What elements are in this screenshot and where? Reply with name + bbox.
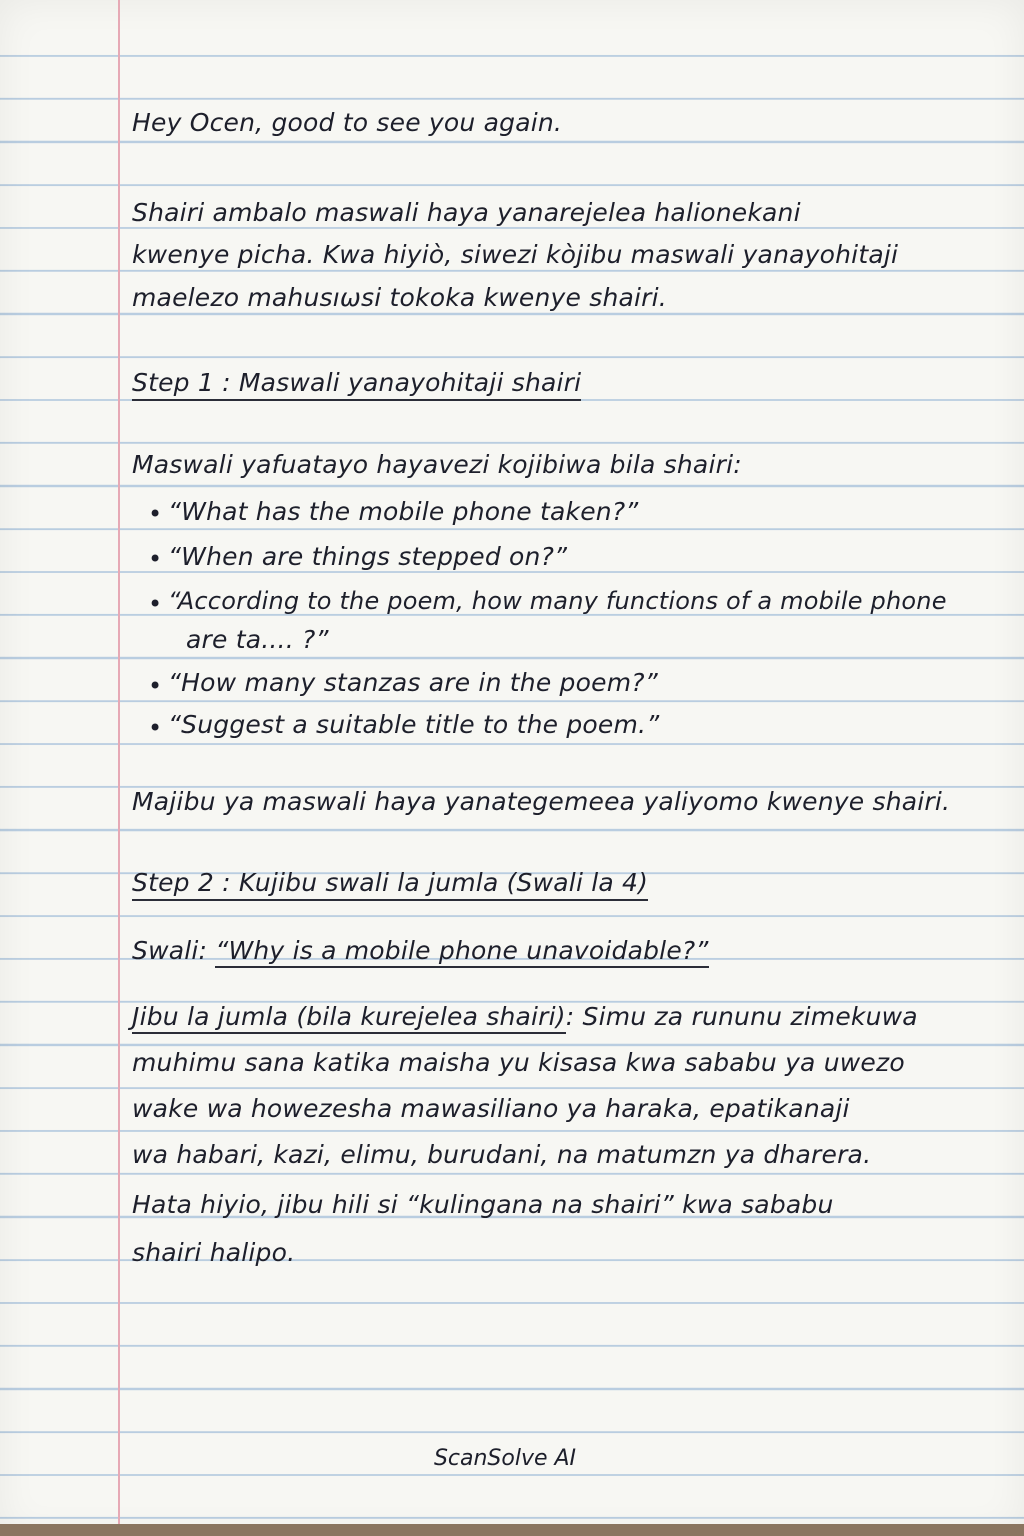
step2-heading: Step 2 : Kujibu swali la jumla (Swali la 4) (132, 868, 648, 901)
answer-line-3: wake wa howezesha mawasiliano ya haraka, epatikanaji (132, 1094, 850, 1123)
bullet-item: “Suggest a suitable title to the poem.” (168, 710, 660, 739)
bullet-item: “How many stanzas are in the poem?” (168, 668, 658, 697)
table-surface (0, 1524, 1024, 1536)
bullet-item-continued: are ta.... ?” (186, 625, 329, 654)
bullet-dot: • (148, 545, 163, 573)
bullet-item: “What has the mobile phone taken?” (168, 497, 639, 526)
bullet-item: “According to the poem, how many functions of a mobile phone (168, 587, 947, 615)
answer-text: : Simu za rununu zimekuwa (565, 1002, 918, 1031)
bullet-dot: • (148, 672, 163, 700)
note-line-2: shairi halipo. (132, 1238, 296, 1267)
step1-heading: Step 1 : Maswali yanayohitaji shairi (132, 368, 581, 401)
bullet-dot: • (148, 590, 163, 618)
bullet-item: “When are things stepped on?” (168, 542, 568, 571)
footer-brand: ScanSolve AI (433, 1446, 577, 1471)
note-line-1: Hata hiyio, jibu hili si “kulingana na shairi” kwa sababu (132, 1190, 834, 1219)
bullet-dot: • (148, 714, 163, 742)
intro-line-3: maelezo mahusıωsi tokoka kwenye shairi. (132, 283, 667, 312)
question-label: Swali: (132, 936, 208, 965)
intro-line-1: Shairi ambalo maswali haya yanarejelea halionekani (132, 198, 801, 227)
step1-lead: Maswali yafuatayo hayavezi kojibiwa bila shairi: (132, 450, 742, 479)
bullet-dot: • (148, 500, 163, 528)
step1-conclusion: Majibu ya maswali haya yanategemeea yaliyomo kwenye shairi. (132, 787, 951, 816)
margin-line (118, 0, 120, 1536)
question-text: “Why is a mobile phone unavoidable?” (215, 936, 708, 968)
intro-line-2: kwenye picha. Kwa hiyiò, siwezi kòjibu maswali yanayohitaji (132, 240, 899, 269)
answer-line-4: wa habari, kazi, elimu, burudani, na matumzn ya dharera. (132, 1140, 872, 1169)
question-line (132, 936, 709, 965)
greeting: Hey Ocen, good to see you again. (132, 108, 563, 137)
answer-line-2: muhimu sana katika maisha yu kisasa kwa sababu ya uwezo (132, 1048, 905, 1077)
answer-label: Jibu la jumla (bila kurejelea shairi) (132, 1002, 566, 1034)
answer-line-1 (132, 1002, 918, 1031)
